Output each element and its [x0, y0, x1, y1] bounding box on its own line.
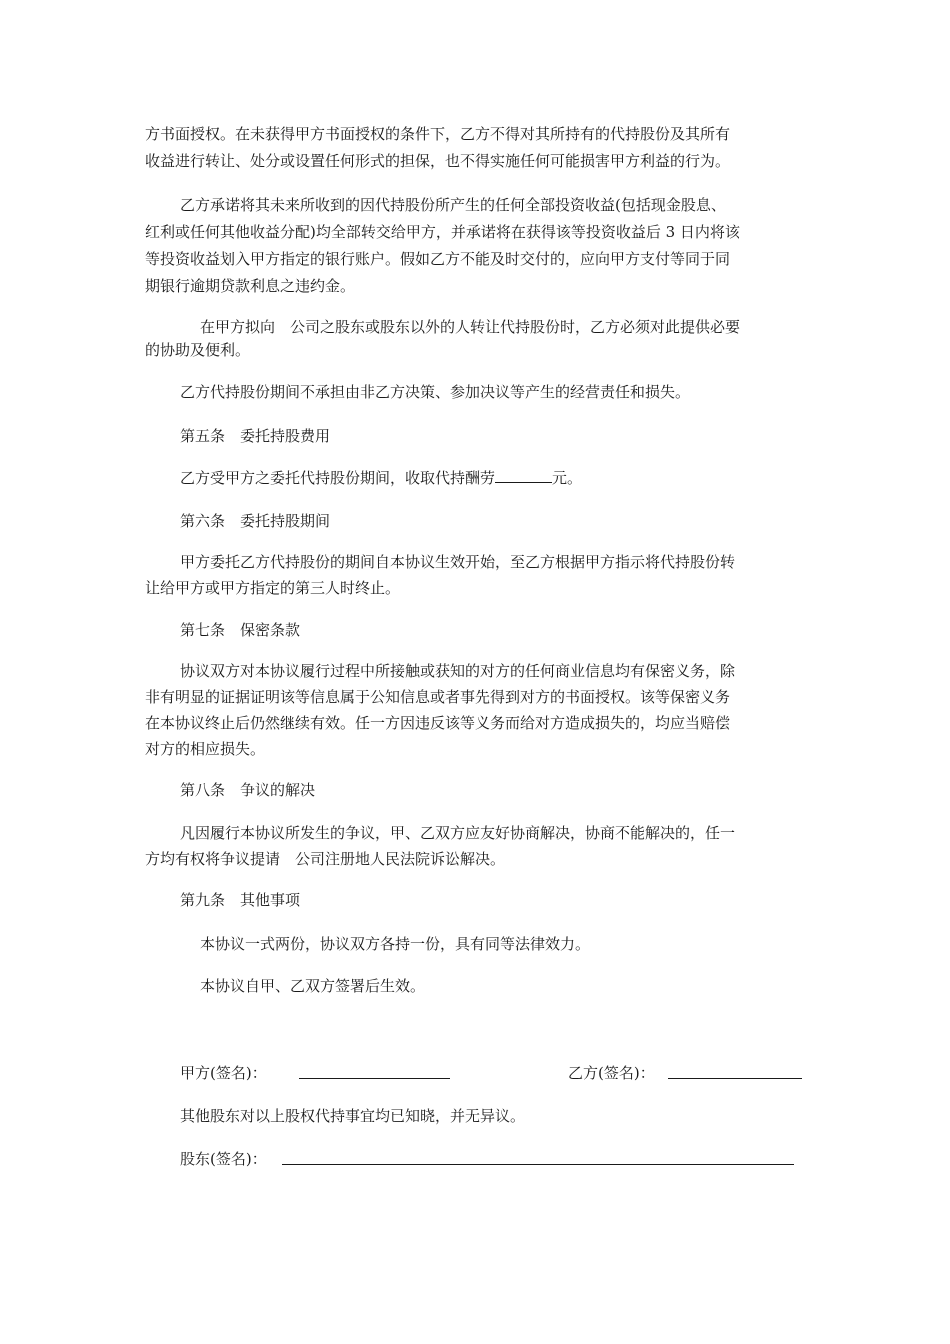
paragraph-line: 本协议一式两份，协议双方各持一份，具有同等法律效力。 [200, 935, 591, 953]
shareholder-signature-line [282, 1164, 794, 1165]
paragraph-line: 让给甲方或甲方指定的第三人时终止。 [145, 579, 401, 597]
paragraph-line [180, 468, 582, 488]
shareholder-notice: 其他股东对以上股权代持事宜均已知晓，并无异议。 [180, 1107, 526, 1125]
paragraph-line: 的协助及便利。 [145, 341, 251, 359]
fee-unit: 元。 [552, 469, 583, 487]
paragraph-line: 红利或任何其他收益分配)均全部转交给甲方，并承诺将在获得该等投资收益后 3 日内将该 [145, 223, 740, 241]
party-a-signature-line [299, 1078, 450, 1079]
paragraph-line: 非有明显的证据证明该等信息属于公知信息或者事先得到对方的书面授权。该等保密义务 [145, 688, 731, 706]
fee-text: 乙方受甲方之委托代持股份期间，收取代持酬劳 [180, 469, 496, 487]
paragraph-line: 在甲方拟向 公司之股东或股东以外的人转让代持股份时，乙方必须对此提供必要 [200, 318, 741, 336]
party-a-signature-label: 甲方(签名)： [180, 1064, 267, 1082]
paragraph-line: 在本协议终止后仍然继续有效。任一方因违反该等义务而给对方造成损失的，均应当赔偿 [145, 714, 731, 732]
shareholder-signature-label: 股东(签名)： [180, 1150, 267, 1168]
paragraph-line: 乙方承诺将其未来所收到的因代持股份所产生的任何全部投资收益(包括现金股息、 [180, 196, 726, 214]
article-heading: 第九条 其他事项 [180, 891, 301, 909]
paragraph-line: 本协议自甲、乙双方签署后生效。 [200, 977, 426, 995]
paragraph-line: 凡因履行本协议所发生的争议，甲、乙双方应友好协商解决，协商不能解决的，任一 [180, 824, 736, 842]
paragraph-line: 期银行逾期贷款利息之违约金。 [145, 277, 356, 295]
article-heading: 第五条 委托持股费用 [180, 427, 331, 445]
article-heading: 第七条 保密条款 [180, 621, 301, 639]
paragraph-line: 方均有权将争议提请 公司注册地人民法院诉讼解决。 [145, 850, 506, 868]
party-b-signature-line [668, 1078, 802, 1079]
party-b-signature-label: 乙方(签名)： [568, 1064, 655, 1082]
paragraph-line: 对方的相应损失。 [145, 740, 266, 758]
paragraph-line: 方书面授权。在未获得甲方书面授权的条件下，乙方不得对其所持有的代持股份及其所有 [145, 125, 731, 143]
fee-blank [495, 468, 552, 483]
paragraph-line: 甲方委托乙方代持股份的期间自本协议生效开始，至乙方根据甲方指示将代持股份转 [180, 553, 736, 571]
article-heading: 第六条 委托持股期间 [180, 512, 331, 530]
article-heading: 第八条 争议的解决 [180, 781, 316, 799]
paragraph-line: 协议双方对本协议履行过程中所接触或获知的对方的任何商业信息均有保密义务，除 [180, 662, 736, 680]
paragraph-line: 收益进行转让、处分或设置任何形式的担保，也不得实施任何可能损害甲方利益的行为。 [145, 152, 731, 170]
paragraph-line: 乙方代持股份期间不承担由非乙方决策、参加决议等产生的经营责任和损失。 [180, 383, 691, 401]
paragraph-line: 等投资收益划入甲方指定的银行账户。假如乙方不能及时交付的，应向甲方支付等同于同 [145, 250, 731, 268]
